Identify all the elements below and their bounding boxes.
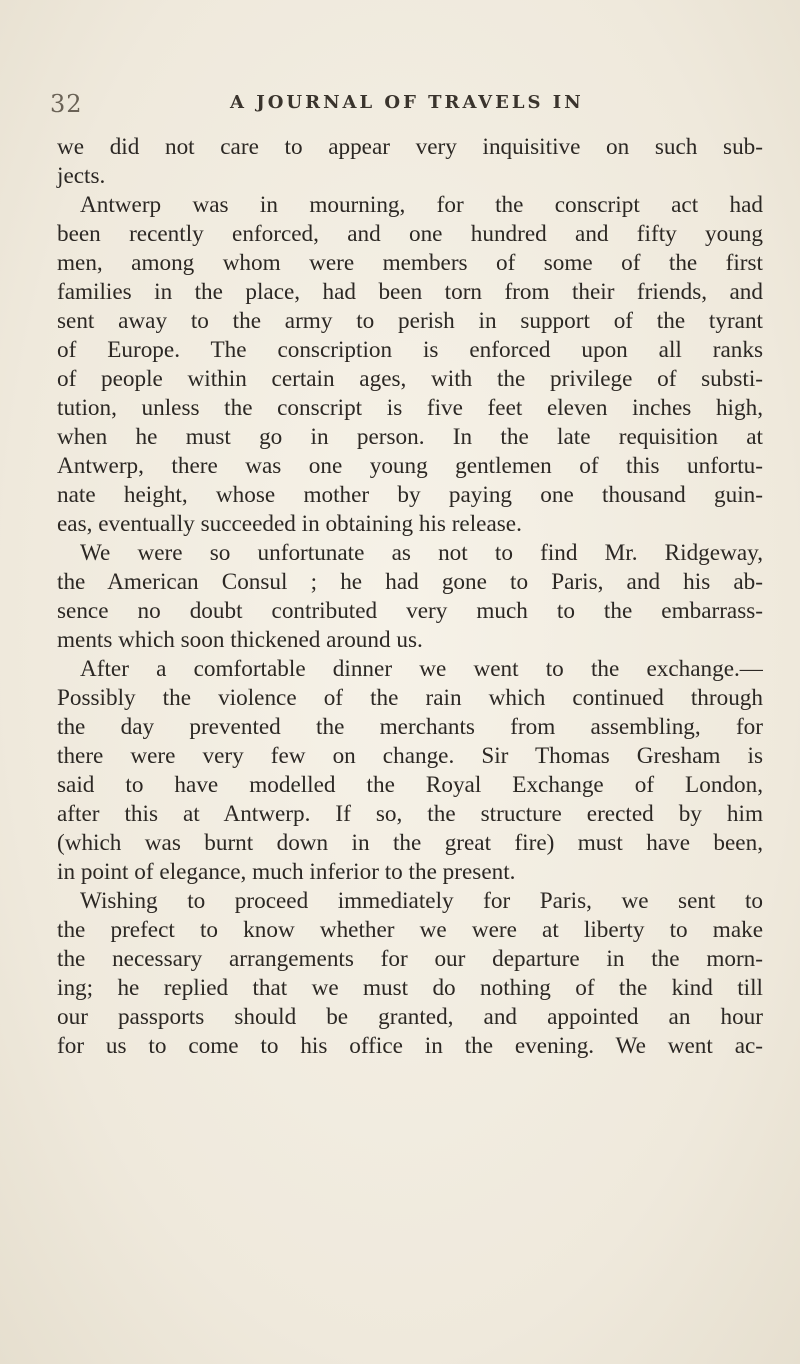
text-line: of people within certain ages, with the privilege of substi-	[57, 366, 763, 392]
text-line: the American Consul ; he had gone to Paris, and his ab-	[57, 569, 763, 595]
text-line: of Europe. The conscription is enforced upon all ranks	[57, 337, 763, 363]
text-line: nate height, whose mother by paying one thousand guin-	[57, 482, 763, 508]
text-line: Wishing to proceed immediately for Paris, we sent to	[80, 888, 763, 914]
text-line: After a comfortable dinner we went to the exchange.—	[80, 656, 763, 682]
text-line: (which was burnt down in the great fire) must have been,	[57, 830, 763, 856]
text-line: we did not care to appear very inquisitive on such sub-	[57, 134, 763, 160]
text-line: ing; he replied that we must do nothing of the kind till	[57, 975, 763, 1001]
text-line: ments which soon thickened around us.	[57, 627, 423, 653]
text-line: men, among whom were members of some of the first	[57, 250, 763, 276]
text-line: said to have modelled the Royal Exchange of London,	[57, 772, 763, 798]
text-line: sence no doubt contributed very much to the embarrass-	[57, 598, 763, 624]
text-line: jects.	[57, 163, 106, 189]
text-line: families in the place, had been torn from their friends, and	[57, 279, 763, 305]
text-line: after this at Antwerp. If so, the structure erected by him	[57, 801, 763, 827]
running-head	[50, 90, 770, 124]
text-line: eas, eventually succeeded in obtaining his release.	[57, 511, 522, 537]
text-line: the day prevented the merchants from assembling, for	[57, 714, 763, 740]
text-line: in point of elegance, much inferior to the present.	[57, 859, 516, 885]
text-line: We were so unfortunate as not to find Mr. Ridgeway,	[80, 540, 763, 566]
text-line: the prefect to know whether we were at liberty to make	[57, 917, 763, 943]
running-title: A JOURNAL OF TRAVELS IN	[230, 92, 584, 113]
text-line: sent away to the army to perish in support of the tyrant	[57, 308, 763, 334]
text-line: for us to come to his office in the evening. We went ac-	[57, 1033, 763, 1059]
text-line: our passports should be granted, and appointed an hour	[57, 1004, 763, 1030]
text-line: when he must go in person. In the late requisition at	[57, 424, 763, 450]
text-line: Antwerp was in mourning, for the conscript act had	[80, 192, 763, 218]
text-line: tution, unless the conscript is five feet eleven inches high,	[57, 395, 763, 421]
text-line: Antwerp, there was one young gentlemen of this unfortu-	[57, 453, 763, 479]
text-line: there were very few on change. Sir Thomas Gresham is	[57, 743, 763, 769]
page-number: 32	[50, 90, 83, 118]
text-line: Possibly the violence of the rain which continued through	[57, 685, 763, 711]
text-line: the necessary arrangements for our departure in the morn-	[57, 946, 763, 972]
text-line: been recently enforced, and one hundred and fifty young	[57, 221, 763, 247]
body-text	[57, 133, 763, 1061]
